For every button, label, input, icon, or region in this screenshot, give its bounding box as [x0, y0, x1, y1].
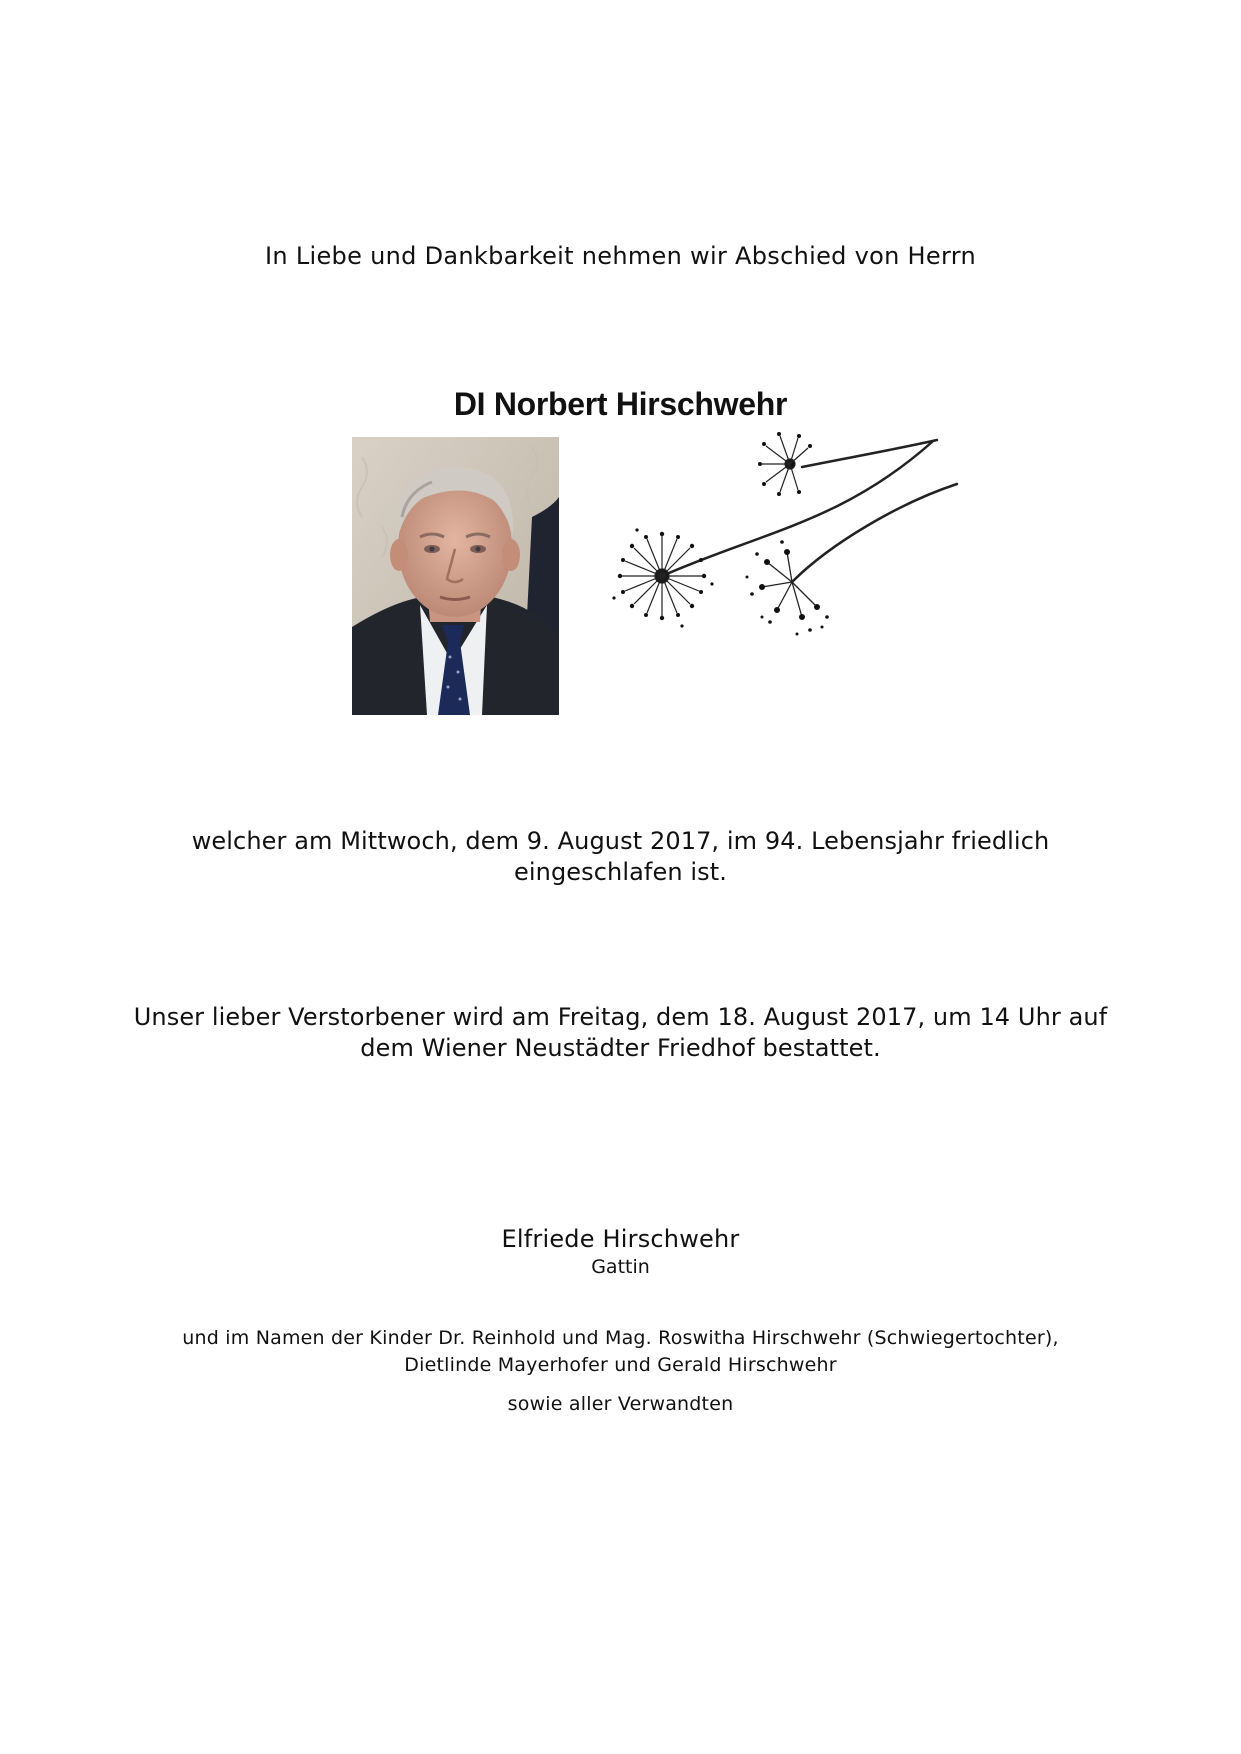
deceased-name: DI Norbert Hirschwehr: [453, 386, 788, 422]
dandelion-flowers-icon: [612, 432, 966, 660]
widow-role: Gattin: [591, 1256, 650, 1278]
death-notice: welcher am Mittwoch, dem 9. August 2017, im 94. Lebensjahr friedlich eingeschlafen ist.: [191, 827, 1050, 886]
intro-text: In Liebe und Dankbarkeit nehmen wir Abschied von Herrn: [265, 242, 976, 270]
family-line: und im Namen der Kinder Dr. Reinhold und Mag. Roswitha Hirschwehr (Schwiegertochter), Dietlinde Mayerhofer und Gerald Hirschwehr: [182, 1327, 1059, 1376]
portrait-photo: [352, 437, 559, 715]
relatives-line: sowie aller Verwandten: [507, 1393, 734, 1415]
funeral-notice: Unser lieber Verstorbener wird am Freitag, dem 18. August 2017, um 14 Uhr auf dem Wiener Neustädter Friedhof bestattet.: [133, 1003, 1108, 1062]
widow-name: Elfriede Hirschwehr: [501, 1225, 740, 1253]
